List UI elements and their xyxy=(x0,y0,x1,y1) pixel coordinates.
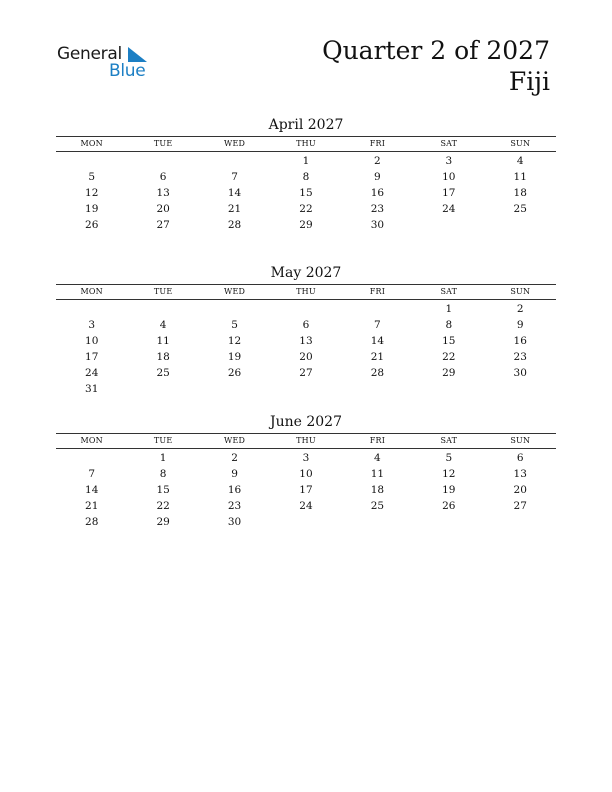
day-cell: 4 xyxy=(159,319,167,331)
weekday-label: FRI xyxy=(369,436,386,445)
day-cell: 31 xyxy=(85,383,99,395)
weekday-label: WED xyxy=(224,436,246,445)
day-cell: 7 xyxy=(374,319,381,331)
day-cell: 9 xyxy=(231,468,238,480)
weekday-header-row xyxy=(56,433,556,449)
day-cell: 21 xyxy=(370,351,385,363)
day-cell: 23 xyxy=(513,351,527,363)
day-cell: 14 xyxy=(370,335,385,347)
day-cell: 20 xyxy=(156,203,170,215)
weekday-label: TUE xyxy=(153,436,173,445)
page-title: Quarter 2 of 2027 xyxy=(322,36,550,65)
day-cell: 10 xyxy=(299,468,313,480)
day-cell: 28 xyxy=(85,516,99,528)
day-cell: 9 xyxy=(516,319,524,331)
day-cell xyxy=(199,381,270,397)
day-cell: 1 xyxy=(445,303,453,315)
weekday-label: FRI xyxy=(369,287,386,296)
day-cell: 21 xyxy=(227,203,242,215)
day-cell: 19 xyxy=(227,351,242,363)
day-cell: 27 xyxy=(299,367,313,379)
day-cell: 27 xyxy=(513,500,527,512)
day-cell: 13 xyxy=(156,187,170,199)
weeks-grid xyxy=(56,450,556,530)
day-cell: 12 xyxy=(442,468,456,480)
day-cell: 5 xyxy=(88,171,96,183)
day-cell xyxy=(199,301,270,317)
day-cell: 29 xyxy=(156,516,170,528)
weekday-label: THU xyxy=(296,139,316,148)
day-cell: 16 xyxy=(227,484,242,496)
week-row xyxy=(56,185,556,201)
weekday-label: SAT xyxy=(440,436,458,445)
day-cell: 28 xyxy=(227,219,242,231)
day-cell xyxy=(413,217,484,233)
day-cell: 23 xyxy=(370,203,385,215)
weekday-label: WED xyxy=(224,287,246,296)
week-row xyxy=(56,450,556,466)
week-row xyxy=(56,333,556,349)
week-row xyxy=(56,482,556,498)
weekday-label: FRI xyxy=(369,139,386,148)
month-april xyxy=(56,115,556,233)
day-cell xyxy=(199,153,270,169)
day-cell: 29 xyxy=(299,219,313,231)
day-cell: 10 xyxy=(442,171,456,183)
day-cell: 19 xyxy=(85,203,99,215)
month-may xyxy=(56,263,556,397)
logo-general-text: General xyxy=(57,44,122,64)
day-cell: 25 xyxy=(156,367,170,379)
day-cell: 8 xyxy=(445,319,453,331)
day-cell xyxy=(485,217,556,233)
weekday-label: SAT xyxy=(440,139,458,148)
day-cell xyxy=(342,514,413,530)
day-cell: 26 xyxy=(85,219,99,231)
day-cell: 22 xyxy=(299,203,313,215)
day-cell: 21 xyxy=(85,500,99,512)
day-cell xyxy=(56,450,127,466)
week-row xyxy=(56,169,556,185)
day-cell: 22 xyxy=(442,351,456,363)
week-row xyxy=(56,365,556,381)
weekday-label: SUN xyxy=(510,287,531,296)
weekday-label: SUN xyxy=(510,436,531,445)
day-cell: 13 xyxy=(299,335,313,347)
day-cell: 22 xyxy=(156,500,170,512)
weekday-label: MON xyxy=(80,287,103,296)
week-row xyxy=(56,466,556,482)
month-june xyxy=(56,412,556,530)
week-row xyxy=(56,153,556,169)
weekday-header-row xyxy=(56,284,556,300)
week-row xyxy=(56,498,556,514)
month-title: May 2027 xyxy=(270,265,342,281)
day-cell: 18 xyxy=(513,187,527,199)
day-cell: 8 xyxy=(302,171,310,183)
day-cell: 4 xyxy=(516,155,524,167)
day-cell: 19 xyxy=(442,484,456,496)
day-cell: 1 xyxy=(302,155,310,167)
day-cell: 7 xyxy=(88,468,96,480)
day-cell: 26 xyxy=(227,367,242,379)
day-cell xyxy=(127,301,198,317)
day-cell: 4 xyxy=(374,452,381,464)
weekday-label: THU xyxy=(296,287,316,296)
weeks-grid xyxy=(56,301,556,397)
day-cell: 10 xyxy=(85,335,99,347)
weekday-label: TUE xyxy=(153,287,173,296)
logo-triangle-icon xyxy=(126,47,147,62)
day-cell: 6 xyxy=(516,452,524,464)
day-cell: 6 xyxy=(302,319,310,331)
day-cell xyxy=(485,514,556,530)
day-cell: 1 xyxy=(159,452,167,464)
day-cell: 2 xyxy=(516,303,524,315)
day-cell: 6 xyxy=(159,171,167,183)
day-cell: 15 xyxy=(442,335,456,347)
day-cell: 27 xyxy=(156,219,170,231)
day-cell xyxy=(342,301,413,317)
day-cell: 9 xyxy=(374,171,381,183)
weekday-label: THU xyxy=(296,436,316,445)
week-row xyxy=(56,217,556,233)
day-cell xyxy=(270,514,341,530)
day-cell: 28 xyxy=(370,367,385,379)
weekday-label: MON xyxy=(80,436,103,445)
weekday-label: MON xyxy=(80,139,103,148)
day-cell: 24 xyxy=(85,367,99,379)
day-cell xyxy=(413,514,484,530)
day-cell: 30 xyxy=(227,516,242,528)
day-cell: 25 xyxy=(370,500,385,512)
weekday-label: TUE xyxy=(153,139,173,148)
day-cell: 7 xyxy=(231,171,238,183)
week-row xyxy=(56,349,556,365)
day-cell xyxy=(342,381,413,397)
day-cell xyxy=(56,301,127,317)
week-row xyxy=(56,201,556,217)
day-cell: 8 xyxy=(159,468,167,480)
day-cell: 13 xyxy=(513,468,527,480)
month-title: April 2027 xyxy=(268,117,344,133)
day-cell: 5 xyxy=(231,319,238,331)
day-cell: 12 xyxy=(85,187,99,199)
day-cell: 3 xyxy=(88,319,96,331)
day-cell: 2 xyxy=(374,155,381,167)
day-cell xyxy=(485,381,556,397)
day-cell: 18 xyxy=(370,484,385,496)
weekday-label: SAT xyxy=(440,287,458,296)
day-cell: 16 xyxy=(513,335,527,347)
day-cell: 15 xyxy=(156,484,170,496)
day-cell xyxy=(56,153,127,169)
region-name: Fiji xyxy=(508,67,550,96)
day-cell: 17 xyxy=(442,187,456,199)
day-cell: 24 xyxy=(299,500,313,512)
day-cell: 15 xyxy=(299,187,313,199)
day-cell: 17 xyxy=(299,484,313,496)
week-row xyxy=(56,301,556,317)
day-cell: 18 xyxy=(156,351,170,363)
day-cell xyxy=(270,301,341,317)
day-cell: 20 xyxy=(513,484,527,496)
week-row xyxy=(56,381,556,397)
day-cell xyxy=(127,381,198,397)
weekday-header-row xyxy=(56,136,556,152)
day-cell: 25 xyxy=(513,203,527,215)
weeks-grid xyxy=(56,153,556,233)
day-cell: 14 xyxy=(227,187,242,199)
day-cell: 29 xyxy=(442,367,456,379)
day-cell: 3 xyxy=(302,452,310,464)
day-cell: 23 xyxy=(227,500,242,512)
day-cell: 26 xyxy=(442,500,456,512)
day-cell xyxy=(413,381,484,397)
logo xyxy=(57,44,157,84)
day-cell: 5 xyxy=(445,452,453,464)
week-row xyxy=(56,317,556,333)
day-cell: 20 xyxy=(299,351,313,363)
day-cell xyxy=(270,381,341,397)
logo-blue-text: Blue xyxy=(109,61,146,81)
day-cell: 3 xyxy=(445,155,453,167)
day-cell: 11 xyxy=(370,468,385,480)
day-cell: 11 xyxy=(156,335,170,347)
day-cell: 2 xyxy=(231,452,238,464)
weekday-label: WED xyxy=(224,139,246,148)
weekday-label: SUN xyxy=(510,139,531,148)
day-cell: 17 xyxy=(85,351,99,363)
day-cell: 24 xyxy=(442,203,456,215)
day-cell: 11 xyxy=(513,171,527,183)
day-cell xyxy=(127,153,198,169)
day-cell: 12 xyxy=(227,335,242,347)
day-cell: 30 xyxy=(513,367,527,379)
day-cell: 30 xyxy=(370,219,385,231)
week-row xyxy=(56,514,556,530)
month-title: June 2027 xyxy=(269,414,342,430)
day-cell: 16 xyxy=(370,187,385,199)
day-cell: 14 xyxy=(85,484,99,496)
